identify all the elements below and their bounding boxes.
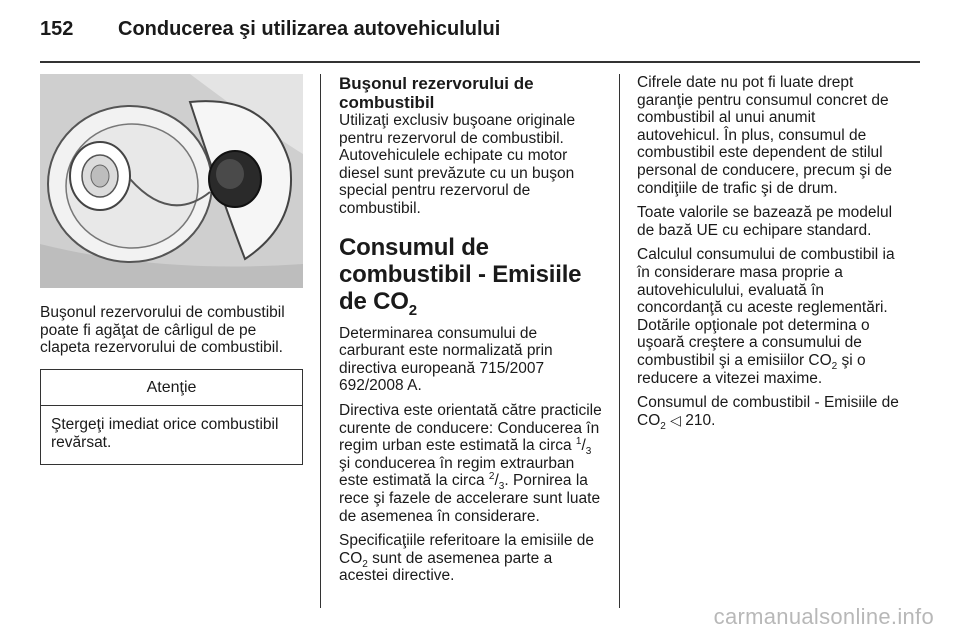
- page-header: [40, 18, 500, 50]
- page-number: 152: [40, 18, 74, 40]
- paragraph-co2-specs: Specificaţiile referitoare la emisiile de $CO_2$ sunt de asemenea parte a acestei directive.: [339, 532, 595, 585]
- column-divider-left: [320, 74, 321, 608]
- fuel-cap-illustration: [40, 74, 303, 288]
- subheading-fuel-cap: Buşonul rezervorului de combustibil: [339, 74, 534, 112]
- paragraph-directive: Determinarea consumului de carburant este normalizată prin directiva europeană 715/2007 692/2008 A.: [339, 324, 553, 395]
- column-1: [40, 74, 303, 465]
- watermark: carmanualsonline.info: [713, 604, 934, 629]
- paragraph-cross-reference: Consumul de combustibil - Emisiile de $CO_2$ ◁ 210.: [637, 394, 899, 432]
- notice-title: Atenţie: [41, 370, 302, 407]
- column-divider-right: [619, 74, 620, 608]
- paragraph-mass-calculation: Calculul consumului de combustibil ia în considerare masa proprie a autovehiculului, evaluată în concordanţă cu aceste reglementări. Dotările opţionale pot determina o uşoară creştere a consumului de combustibil şi a emisiilor $CO_2$ şi o reducere a vitezei maxime.: [637, 246, 895, 387]
- page-title: Conducerea şi utilizarea autovehiculului: [118, 18, 501, 40]
- notice-box: [40, 369, 303, 465]
- notice-body: Ştergeţi imediat orice combustibil revărsat.: [51, 416, 279, 451]
- paragraph-base-model: Toate valorile se bazează pe modelul de bază UE cu echipare standard.: [637, 204, 893, 239]
- page-reference-arrow-icon[interactable]: ◁: [670, 411, 681, 428]
- column-2: [339, 74, 604, 592]
- header-rule: [40, 61, 920, 63]
- paragraph-original-caps: Utilizaţi exclusiv buşoane originale pentru rezervorul de combustibil. Autovehiculele echipate cu motor diesel sunt prevăzute cu un buşon special pentru rezervorul de combustibil.: [339, 112, 576, 217]
- paragraph-figures-guarantee: Cifrele date nu pot fi luate drept garanţie pentru consumul concret de combustibil al unui anumit autovehicul. În plus, consumul de combustibil este dependent de stilul personal de conducere, precum şi de condiţiile de trafic şi de drum.: [637, 74, 893, 197]
- figure-caption: Buşonul rezervorului de combustibil poate fi agăţat de cârligul de pe clapeta rezervorului de combustibil.: [40, 304, 285, 357]
- fuel-cap-drawing: [40, 74, 303, 288]
- column-3: [637, 74, 902, 436]
- paragraph-driving-practices: Directiva este orientată către practicile curente de conducere: Conducerea în regim urban este estimată la circa $^1/_3$ şi conducerea în regim extraurban este estimată la circa $^2/_3$. Pornirea la rece şi fazele de accelerare sunt luate de asemenea în considerare.: [339, 401, 602, 525]
- section-title-fuel-consumption: Consumul de combustibil - Emisiile de $CO_2$: [339, 233, 582, 319]
